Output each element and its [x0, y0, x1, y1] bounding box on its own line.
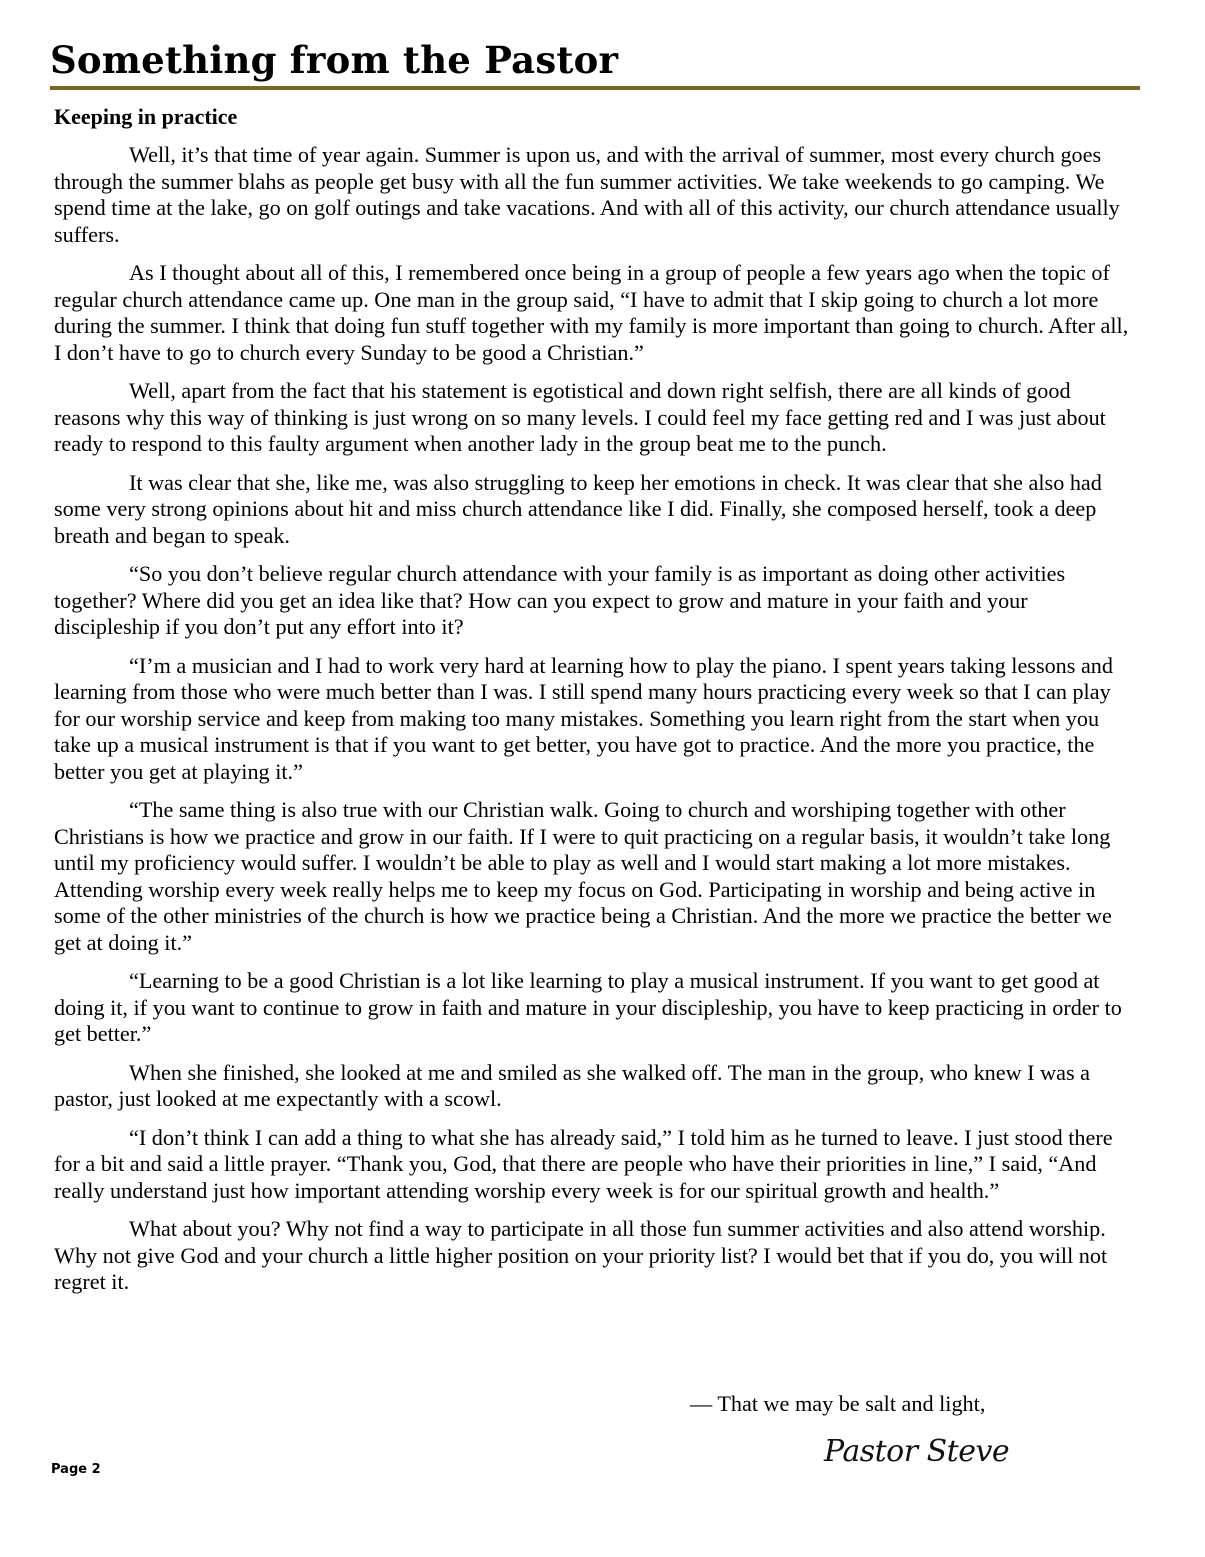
paragraph-6: “I’m a musician and I had to work very hard at learning how to play the piano. I spent years taking lessons and learning from those who were much better than I was. I still spend many hours practicing every week so that I can play for our worship service and keep from making too many mistakes. Something you learn right from the start when you take up a musical instrument is that if you want to get better, you have got to practice. And the more you practice, the better you get at playing it.” [54, 652, 1113, 784]
paragraph-4: It was clear that she, like me, was also struggling to keep her emotions in check. It was clear that she also had some very strong opinions about hit and miss church attendance like I did. Finally, she composed herself, took a deep breath and began to speak. [54, 469, 1102, 548]
paragraph-9: When she finished, she looked at me and smiled as she walked off. The man in the group, who knew I was a pastor, just looked at me expectantly with a scowl. [54, 1059, 1091, 1111]
signature: Pastor Steve [824, 1434, 1010, 1469]
paragraph-3: Well, apart from the fact that his statement is egotistical and down right selfish, there are all kinds of good reasons why this way of thinking is just wrong on so many levels. I could feel my face getting red and I was just about ready to respond to this faulty argument when another lady in the group beat me to the punch. [54, 378, 1106, 456]
paragraph-2: As I thought about all of this, I remembered once being in a group of people a few years ago when the topic of regular church attendance came up. One man in the group said, “I have to admit that I skip going to church a lot more during the summer. I think that doing fun stuff together with my family is more important than going to church. After all, I don’t have to go to church every Sunday to be good a Christian.” [54, 260, 1129, 365]
paragraph-7: “The same thing is also true with our Christian walk. Going to church and worshiping together with other Christians is how we practice and grow in our faith. If I were to quit practicing on a regular basis, it wouldn’t take long until my proficiency would suffer. I wouldn’t be able to play as well and I would start making a lot more mistakes. Attending worship every week really helps me to keep my focus on God. Participating in worship and being active in some of the other ministries of the church is how we practice being a Christian. And the more we practice the better we get at doing it.” [54, 797, 1112, 955]
paragraph-10: “I don’t think I can add a thing to what she has already said,” I told him as he turned to leave. I just stood there for a bit and said a little prayer. “Thank you, God, that there are people who have their priorities in line,” I said, “And really understand just how important attending worship every week is for our spiritual growth and health.” [54, 1124, 1113, 1203]
paragraph-8: “Learning to be a good Christian is a lot like learning to play a musical instrument. If you want to get good at doing it, if you want to continue to grow in faith and mature in your discipleship, you have to keep practicing in order to get better.” [54, 968, 1122, 1046]
title-divider [50, 86, 1140, 90]
page-title: Something from the Pastor [50, 38, 619, 82]
paragraph-1: Well, it’s that time of year again. Summer is upon us, and with the arrival of summer, most every church goes through the summer blahs as people get busy with all the fun summer activities. We take weekends to go camping. We spend time at the lake, go on golf outings and take vacations. And with all of this activity, our church attendance usually suffers. [54, 142, 1120, 247]
article-body [54, 142, 1129, 1308]
page-number: Page 2 [51, 1462, 101, 1477]
article-subtitle: Keeping in practice [54, 104, 238, 129]
paragraph-5: “So you don’t believe regular church attendance with your family is as important as doing other activities together? Where did you get an idea like that? How can you expect to grow and mature in your faith and your discipleship if you don’t put any effort into it? [54, 561, 1066, 639]
paragraph-11: What about you? Why not find a way to participate in all those fun summer activities and also attend worship. Why not give God and your church a little higher position on your priority list? I would bet that if you do, you will not regret it. [54, 1216, 1108, 1294]
closing-line: — That we may be salt and light, [690, 1391, 986, 1416]
